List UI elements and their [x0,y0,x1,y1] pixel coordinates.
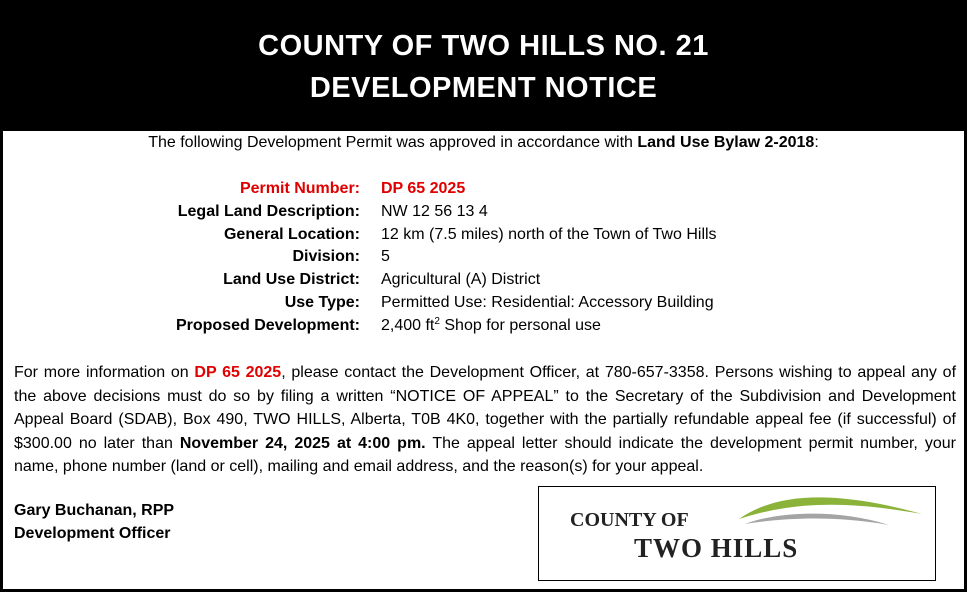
intro-text [3,134,964,152]
permit-number-value: DP 65 2025 [381,180,466,197]
para-part-3: The appeal letter should indicate the development permit number, your name, phone number (land or cell), mailing and email address, and the reason(s) for your appeal. [14,434,956,475]
legal-land-label: Legal Land Description: [177,202,360,220]
para-permit-number: DP 65 2025 [194,364,282,381]
general-location-row [3,226,967,249]
land-use-district-value: Agricultural (A) District [381,271,541,289]
use-type-label: Use Type: [284,293,360,311]
logo-line2: TWO HILLS [634,533,799,563]
land-use-district-row [3,271,967,294]
notice-header [3,3,964,131]
para-part-1: For more information on [14,364,195,381]
area-value: 2,400 ft [381,316,435,334]
land-use-district-label: Land Use District: [223,271,360,289]
proposed-development-row [3,317,967,340]
signature-block [14,499,174,545]
appeal-deadline: November 24, 2025 at 4:00 pm. [179,434,426,452]
proposed-description: Shop for personal use [439,316,601,334]
intro-after: : [814,134,819,151]
para-part-2: , please contact the Development Officer, at 780-657-3358. Persons wishing to appeal any of the above decisions must do so by filing a written “NOTICE OF APPEAL” to the Secretary of the Subdivision and Development Appeal Board (SDAB), Box 490, TWO HILLS, Alberta, T0B 4K0, together with the partially refundable appeal fee (if successful) of $300.00 no later than [14,364,957,452]
division-value: 5 [381,248,390,266]
header-title: COUNTY OF TWO HILLS NO. 21 [258,30,709,62]
legal-land-row [3,203,967,226]
officer-name: Gary Buchanan, RPP [14,502,175,519]
general-location-value: 12 km (7.5 miles) north of the Town of Two Hills [381,225,717,243]
gray-hill-swoosh [745,514,889,525]
proposed-development-label: Proposed Development: [175,316,360,334]
proposed-development-value [381,317,601,335]
officer-title: Development Officer [14,525,171,542]
general-location-label: General Location: [223,225,360,243]
county-logo [538,486,936,581]
division-row [3,248,967,271]
bylaw-reference: Land Use Bylaw 2-2018 [637,134,815,151]
use-type-row [3,294,967,317]
header-subtitle: DEVELOPMENT NOTICE [309,72,658,104]
permit-details [3,180,967,340]
permit-number-row [3,180,967,203]
use-type-value: Permitted Use: Residential: Accessory Building [381,293,714,311]
legal-land-value: NW 12 56 13 4 [381,202,488,220]
county-logo-graphic [539,487,934,579]
division-label: Division: [292,248,360,266]
permit-number-label: Permit Number: [239,180,360,197]
logo-line1: COUNTY OF [570,509,689,531]
area-superscript: 2 [434,315,440,327]
intro-before: The following Development Permit was approved in accordance with [148,134,638,151]
appeal-paragraph [14,361,956,479]
